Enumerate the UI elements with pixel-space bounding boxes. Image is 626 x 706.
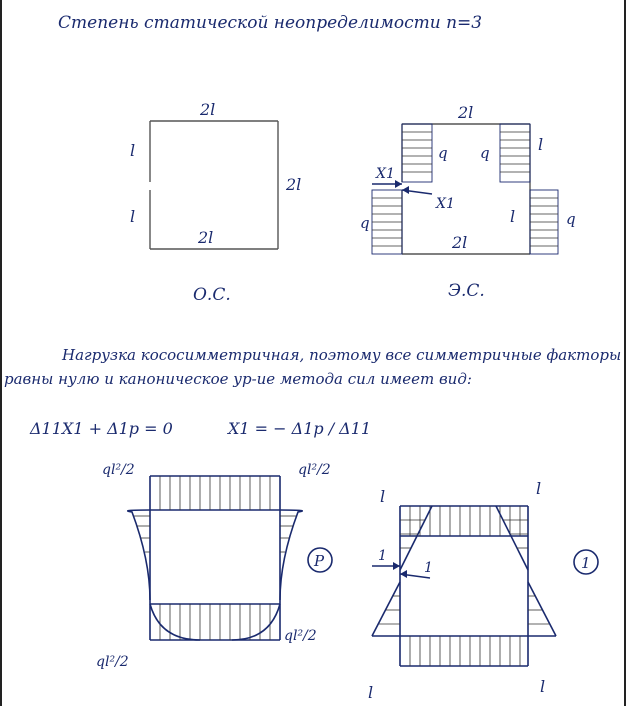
m1-diagram-label: 1 [581, 554, 591, 572]
equivalent-system [360, 103, 576, 301]
equiv-q-left-lower: q [360, 214, 370, 232]
x1-left-label: X1 [376, 166, 395, 182]
p-top-right-label: ql²/2 [298, 462, 331, 478]
note-line-2: равны нулю и каноническое ур-ие метода сил имеет вид: [4, 370, 472, 388]
main-left-upper-label: l [130, 141, 136, 160]
main-bottom-label: 2l [198, 228, 214, 247]
p-bottom-left-label: ql²/2 [96, 654, 129, 670]
unit-force-upper-label: 1 [378, 548, 387, 564]
header-title: Степень статической неопределимости n=3 [58, 13, 483, 33]
equiv-top-label: 2l [458, 103, 474, 122]
unit-force-lower-label: 1 [424, 560, 433, 576]
equiv-system-label: Э.С. [448, 281, 485, 301]
m1-top-left-label: l [380, 487, 386, 506]
equiv-bottom-label: 2l [452, 233, 468, 252]
main-left-lower-label: l [130, 207, 136, 226]
main-top-label: 2l [200, 100, 216, 119]
m1-bottom-right-label: l [540, 677, 546, 696]
x1-right-label: X1 [436, 196, 455, 212]
solution-equation: X1 = − Δ1p / Δ11 [228, 419, 372, 438]
p-diagram-label: P [314, 552, 325, 570]
main-system-label: О.С. [193, 285, 231, 305]
main-right-label: 2l [286, 175, 302, 194]
diagram-1 [368, 479, 598, 702]
p-bottom-right-label: ql²/2 [284, 628, 317, 644]
m1-top-right-label: l [536, 479, 542, 498]
note-line-1: Нагрузка кососимметричная, поэтому все симметричные факторы [62, 346, 622, 364]
equiv-q-right-upper: l [538, 135, 544, 154]
equiv-q-left-upper: q [438, 144, 448, 162]
load-block-left-upper [402, 124, 432, 182]
diagram-p [96, 462, 332, 670]
equiv-q-right-inner: l [510, 207, 516, 226]
main-system [130, 100, 301, 305]
equiv-q-left-inner: q [480, 144, 490, 162]
canonical-equation: Δ11X1 + Δ1p = 0 [30, 419, 173, 438]
load-block-right-upper [500, 124, 530, 182]
m1-bottom-left-label: l [368, 683, 374, 702]
p-top-left-label: ql²/2 [102, 462, 135, 478]
equiv-q-right-far: q [566, 210, 576, 228]
